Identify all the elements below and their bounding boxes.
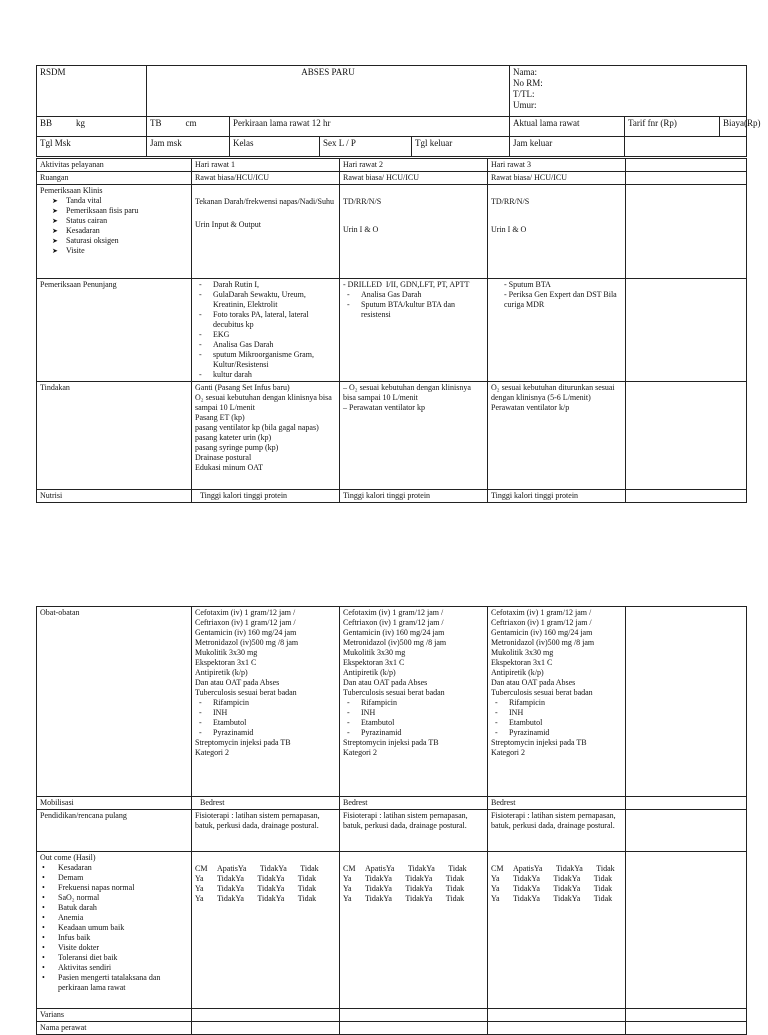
procedures-day-1: [192, 382, 340, 490]
outcome-label: Out come (Hasil): [40, 853, 96, 862]
yes-no-choice: [276, 894, 316, 904]
list-item: ➤ Pemeriksaan fisis paru: [52, 206, 188, 216]
yes-no-choice-option-a: Ya: [491, 874, 500, 883]
yes-no-choice-option-b: Tidak: [555, 864, 575, 873]
yes-no-choice-option-a: Ya: [533, 864, 543, 873]
clinical-exam-list: [40, 196, 188, 256]
urine-io-text: Urin I & O: [343, 225, 379, 234]
yes-no-choice-option-b: Tidak: [297, 894, 317, 903]
yes-no-choice-option-a: Ya: [423, 894, 433, 903]
nutrition-label: Nutrisi: [37, 490, 192, 503]
bb-field: BB kg: [37, 117, 147, 137]
drug-line: Mukolitik 3x30 mg: [343, 648, 406, 657]
discharge-date: Tgl keluar: [412, 137, 510, 157]
yes-no-choice: [195, 884, 235, 894]
room-day-2: Rawat biasa/ HCU/ICU: [340, 172, 488, 185]
mobilization-label: Mobilisasi: [37, 797, 192, 810]
actual-stay: Aktual lama rawat: [510, 117, 625, 137]
education-label: Pendidikan/rencana pulang: [37, 810, 192, 852]
yes-no-choice-option-b: Tidak: [257, 874, 276, 883]
yes-no-choice-option-a: Ya: [426, 864, 435, 873]
medication-label: Obat-obatan: [37, 607, 192, 797]
yes-no-choice-option-b: Tidak: [217, 884, 236, 893]
yes-no-choice: [491, 874, 531, 884]
outcome-day-2: [340, 852, 488, 1009]
consciousness-choice-option-b: Apatis: [513, 864, 534, 873]
yes-no-choice-option-a: Ya: [343, 884, 352, 893]
yes-no-choice-option-b: Tidak: [365, 884, 384, 893]
admission-time: Jam msk: [147, 137, 230, 157]
yes-no-choice-option-b: Tidak: [513, 884, 532, 893]
yes-no-choice-option-b: Tidak: [553, 894, 572, 903]
drug-line: Metronidazol (iv)500 mg /8 jam: [491, 638, 595, 647]
list-item: - Analisa Gas Darah: [343, 290, 484, 300]
yes-no-choice-option-a: Ya: [423, 884, 433, 893]
pathway-table-1: [36, 158, 747, 503]
yes-no-choice-option-b: Tidak: [257, 894, 276, 903]
yes-no-choice-option-a: Ya: [383, 874, 392, 883]
procedure-text: – Perawatan ventilator kp: [343, 403, 425, 412]
list-item: • SaO₂ normal: [40, 893, 188, 903]
yes-no-choice-option-b: Tidak: [593, 884, 613, 893]
variance-label: Varians: [37, 1009, 192, 1022]
list-item: - INH: [491, 708, 622, 718]
nurse-name-label: Nama perawat: [37, 1022, 192, 1035]
yes-no-choice: [424, 874, 464, 884]
drug-line: Gentamicin (iv) 160 mg/24 jam: [195, 628, 297, 637]
empty-cell: [626, 1009, 747, 1022]
yes-no-choice: [238, 864, 278, 874]
education-day-1: Fisioterapi : latihan sistem pernapasan, batuk, perkusi dada, drainage postural.: [192, 810, 340, 852]
consciousness-choice-option-a: CM: [195, 864, 208, 873]
yes-no-choice-option-a: Ya: [423, 874, 433, 883]
yes-no-choice: [531, 874, 571, 884]
yes-no-choice-option-a: Ya: [235, 884, 244, 893]
empty-cell: [488, 1009, 626, 1022]
empty-cell: [626, 185, 747, 279]
yes-no-choice-option-a: Ya: [275, 884, 285, 893]
outcome-list: [40, 863, 188, 993]
tb-field: TB cm: [147, 117, 230, 137]
list-item: - Darah Rutin I,: [195, 280, 336, 290]
list-item: • Demam: [40, 873, 188, 883]
procedures-day-3: [488, 382, 626, 490]
list-item: - Rifampicin: [491, 698, 622, 708]
procedure-text: Drainase postural: [195, 453, 252, 462]
drug-line: Dan atau OAT pada Abses: [343, 678, 428, 687]
empty-cell: [626, 159, 747, 172]
list-item: - Etambutol: [491, 718, 622, 728]
yes-no-choice: [424, 894, 464, 904]
clinical-exam-label: Pemeriksaan Klinis: [40, 186, 103, 195]
discharge-time: Jam keluar: [510, 137, 625, 157]
drug-line: Ceftriaxon (iv) 1 gram/12 jam /: [343, 618, 444, 627]
yes-no-choice: [195, 894, 235, 904]
urine-io-text: Urin Input & Output: [195, 220, 261, 229]
consciousness-choice-option-a: CM: [343, 864, 356, 873]
yes-no-choice-option-a: Ya: [278, 864, 287, 873]
support-exam-day-3: [488, 279, 626, 382]
yes-no-choice-option-a: Ya: [571, 874, 581, 883]
medication-day-3: [488, 607, 626, 797]
drug-line: Kategori 2: [195, 748, 229, 757]
oat-list: [491, 698, 622, 738]
list-item: - GulaDarah Sewaktu, Ureum, Kreatinin, Elektrolit: [195, 290, 336, 310]
drug-line: Dan atau OAT pada Abses: [195, 678, 280, 687]
mobilization-day-1: Bedrest: [192, 797, 340, 810]
consciousness-choice-option-b: Apatis: [217, 864, 238, 873]
sputum-text: - Sputum BTA: [504, 280, 551, 289]
drug-line: Metronidazol (iv)500 mg /8 jam: [343, 638, 447, 647]
yes-no-choice-option-a: Ya: [574, 864, 583, 873]
empty-cell: [340, 1022, 488, 1035]
yes-no-choice: [235, 884, 275, 894]
empty-cell: [626, 1022, 747, 1035]
list-item: - INH: [195, 708, 336, 718]
list-item: • Infus baik: [40, 933, 188, 943]
list-item: - Etambutol: [343, 718, 484, 728]
support-exam-label: Pemeriksaan Penunjang: [37, 279, 192, 382]
list-item: • Toleransi diet baik: [40, 953, 188, 963]
rsdm-label: RSDM: [37, 66, 147, 117]
header-table: [36, 65, 761, 157]
procedure-text: Edukasi minum OAT: [195, 463, 263, 472]
day-2-header: Hari rawat 2: [340, 159, 488, 172]
yes-no-choice-option-b: Tidak: [513, 874, 532, 883]
patient-identity: [510, 66, 747, 117]
list-item: • Anemia: [40, 913, 188, 923]
list-item: - Etambutol: [195, 718, 336, 728]
drug-line: Ceftriaxon (iv) 1 gram/12 jam /: [195, 618, 296, 627]
clinical-day-3: [488, 185, 626, 279]
yes-no-choice-option-a: Ya: [385, 864, 395, 873]
page-title: ABSES PARU: [147, 66, 510, 117]
education-day-3: Fisioterapi : latihan sistem pernapasan, batuk, perkusi dada, drainage postural.: [488, 810, 626, 852]
outcome-day-3: [488, 852, 626, 1009]
list-item: • Aktivitas sendiri: [40, 963, 188, 973]
empty-cell: [626, 279, 747, 382]
list-item: ➤ Visite: [52, 246, 188, 256]
procedure-text: O₂ sesuai kebutuhan diturunkan sesuai dengan klinisnya (5-6 L/menit): [491, 383, 617, 402]
empty-cell: [626, 810, 747, 852]
yes-no-choice-option-b: Tidak: [217, 874, 236, 883]
drug-line: Antipiretik (k/p): [195, 668, 248, 677]
drug-line: Ceftriaxon (iv) 1 gram/12 jam /: [491, 618, 592, 627]
yes-no-choice: [278, 864, 318, 874]
yes-no-choice-option-b: Tidak: [513, 894, 532, 903]
drug-line: Cefotaxim (iv) 1 gram/12 jam /: [195, 608, 296, 617]
empty-cell: [626, 607, 747, 797]
drug-line: Ekspektoran 3x1 C: [343, 658, 405, 667]
drug-line: Antipiretik (k/p): [343, 668, 396, 677]
room-day-3: Rawat biasa/ HCU/ICU: [488, 172, 626, 185]
yes-no-choice-option-b: Tidak: [257, 884, 276, 893]
drug-line: Cefotaxim (iv) 1 gram/12 jam /: [491, 608, 592, 617]
procedure-text: Perawatan ventilator k/p: [491, 403, 570, 412]
day-1-header: Hari rawat 1: [192, 159, 340, 172]
procedure-text: pasang syringe pump (kp): [195, 443, 279, 452]
list-item: - Pyrazinamid: [491, 728, 622, 738]
list-item: ➤ Tanda vital: [52, 196, 188, 206]
yes-no-choice-option-b: Tidak: [445, 874, 465, 883]
support-exam-list: [343, 290, 484, 320]
yes-no-choice: [531, 894, 571, 904]
tariff-field: Tarif fnr (Rp): [625, 117, 720, 137]
drug-line: Streptomycin injeksi pada TB: [343, 738, 439, 747]
activity-label: Aktivitas pelayanan: [37, 159, 192, 172]
yes-no-choice-option-b: Tidak: [593, 874, 613, 883]
consciousness-choice: [195, 864, 238, 874]
empty-cell: [192, 1022, 340, 1035]
support-exam-day-1: [192, 279, 340, 382]
yes-no-choice: [534, 864, 574, 874]
list-item: • Kesadaran: [40, 863, 188, 873]
empty-cell: [625, 137, 747, 157]
empty-cell: [626, 797, 747, 810]
procedure-text: pasang ventilator kp (bila gagal napas): [195, 423, 319, 432]
yes-no-choice: [491, 894, 531, 904]
yes-no-choice: [276, 884, 316, 894]
yes-no-choice-option-b: Tidak: [448, 864, 467, 873]
procedure-text: – O₂ sesuai kebutuhan dengan klinisnya bisa sampai 10 L/menit: [343, 383, 473, 402]
list-item: - Rifampicin: [343, 698, 484, 708]
yes-no-choice-option-b: Tidak: [297, 874, 317, 883]
list-item: - Pyrazinamid: [195, 728, 336, 738]
support-exam-list: [195, 280, 336, 380]
estimated-stay: Perkiraan lama rawat 12 hr: [230, 117, 510, 137]
patient-birth-field: T/TL:: [513, 89, 535, 99]
yes-no-choice-option-a: Ya: [195, 874, 204, 883]
drug-line: Gentamicin (iv) 160 mg/24 jam: [343, 628, 445, 637]
class-field: Kelas: [230, 137, 320, 157]
yes-no-choice-option-b: Tidak: [300, 864, 319, 873]
mobilization-day-2: Bedrest: [340, 797, 488, 810]
yes-no-choice: [574, 864, 614, 874]
clinical-day-1: [192, 185, 340, 279]
yes-no-choice-option-a: Ya: [195, 894, 204, 903]
drug-line: Tuberculosis sesuai berat badan: [343, 688, 445, 697]
drug-line: Kategori 2: [343, 748, 377, 757]
list-item: - kultur darah: [195, 370, 336, 380]
drug-line: Metronidazol (iv)500 mg /8 jam: [195, 638, 299, 647]
yes-no-choice: [386, 864, 426, 874]
yes-no-choice-option-b: Tidak: [407, 864, 427, 873]
nutrition-day-3: Tinggi kalori tinggi protein: [488, 490, 626, 503]
list-item: - Pyrazinamid: [343, 728, 484, 738]
yes-no-choice-option-a: Ya: [531, 894, 540, 903]
list-item: • Pasien mengerti tatalaksana dan perkiraan lama rawat: [40, 973, 188, 993]
yes-no-choice-option-b: Tidak: [405, 874, 424, 883]
day-3-header: Hari rawat 3: [488, 159, 626, 172]
gen-expert-text: - Periksa Gen Expert dan DST Bila curiga MDR: [504, 290, 619, 309]
empty-cell: [192, 1009, 340, 1022]
yes-no-choice-option-a: Ya: [571, 894, 581, 903]
room-label: Ruangan: [37, 172, 192, 185]
yes-no-choice: [276, 874, 316, 884]
drug-line: Streptomycin injeksi pada TB: [491, 738, 587, 747]
drug-line: Dan atau OAT pada Abses: [491, 678, 576, 687]
consciousness-choice: [343, 864, 386, 874]
vital-signs-text: TD/RR/N/S: [343, 197, 382, 206]
list-item: - Analisa Gas Darah: [195, 340, 336, 350]
list-item: - Foto toraks PA, lateral, lateral decubitus kp: [195, 310, 336, 330]
yes-no-choice-option-a: Ya: [275, 874, 285, 883]
drug-line: Tuberculosis sesuai berat badan: [195, 688, 297, 697]
list-item: • Batuk darah: [40, 903, 188, 913]
medication-day-2: [340, 607, 488, 797]
drug-line: Cefotaxim (iv) 1 gram/12 jam /: [343, 608, 444, 617]
yes-no-choice-option-b: Tidak: [297, 884, 317, 893]
yes-no-choice-option-a: Ya: [531, 874, 540, 883]
empty-cell: [626, 852, 747, 1009]
yes-no-choice-option-b: Tidak: [553, 874, 572, 883]
nutrition-day-2: Tinggi kalori tinggi protein: [340, 490, 488, 503]
drug-line: Antipiretik (k/p): [491, 668, 544, 677]
clinical-exam-cell: [37, 185, 192, 279]
empty-cell: [488, 1022, 626, 1035]
yes-no-choice-option-a: Ya: [531, 884, 540, 893]
list-item: ➤ Status cairan: [52, 216, 188, 226]
yes-no-choice: [426, 864, 466, 874]
yes-no-choice: [343, 874, 383, 884]
list-item: ➤ Kesadaran: [52, 226, 188, 236]
drug-line: Gentamicin (iv) 160 mg/24 jam: [491, 628, 593, 637]
list-item: - EKG: [195, 330, 336, 340]
yes-no-choice-option-b: Tidak: [217, 894, 236, 903]
mobilization-day-3: Bedrest: [488, 797, 626, 810]
yes-no-choice: [343, 884, 383, 894]
empty-cell: [626, 172, 747, 185]
procedure-text: Pasang ET (kp): [195, 413, 245, 422]
empty-cell: [626, 490, 747, 503]
consciousness-choice-option-a: CM: [491, 864, 504, 873]
nutrition-day-1: Tinggi kalori tinggi protein: [192, 490, 340, 503]
procedure-text: Ganti (Pasang Set Infus baru): [195, 383, 290, 392]
oat-list: [195, 698, 336, 738]
drug-line: Kategori 2: [491, 748, 525, 757]
yes-no-choice-option-a: Ya: [491, 894, 500, 903]
list-item: • Visite dokter: [40, 943, 188, 953]
yes-no-choice-option-a: Ya: [383, 894, 392, 903]
support-exam-day-2: [340, 279, 488, 382]
list-item: • Frekuensi napas normal: [40, 883, 188, 893]
yes-no-choice-option-b: Tidak: [259, 864, 279, 873]
consciousness-choice: [491, 864, 534, 874]
drug-line: Mukolitik 3x30 mg: [195, 648, 258, 657]
yes-no-choice-option-a: Ya: [237, 864, 247, 873]
procedure-text: O₂ sesuai kebutuhan dengan klinisnya bisa sampai 10 L/menit: [195, 393, 334, 412]
urine-io-text: Urin I & O: [491, 225, 527, 234]
yes-no-choice-option-b: Tidak: [593, 894, 613, 903]
drug-line: Tuberculosis sesuai berat badan: [491, 688, 593, 697]
admission-date: Tgl Msk: [37, 137, 147, 157]
yes-no-choice: [195, 874, 235, 884]
drug-line: Ekspektoran 3x1 C: [195, 658, 257, 667]
outcome-cell: [37, 852, 192, 1009]
yes-no-choice: [235, 874, 275, 884]
vital-signs-text: Tekanan Darah/frekwensi napas/Nadi/Suhu: [195, 197, 334, 206]
yes-no-choice-option-a: Ya: [235, 894, 244, 903]
sex-field: Sex L / P: [320, 137, 412, 157]
yes-no-choice-option-b: Tidak: [553, 884, 572, 893]
yes-no-choice-option-a: Ya: [235, 874, 244, 883]
medication-day-1: [192, 607, 340, 797]
yes-no-choice: [572, 894, 612, 904]
vital-signs-text: TD/RR/N/S: [491, 197, 530, 206]
oat-list: [343, 698, 484, 738]
yes-no-choice-option-b: Tidak: [596, 864, 615, 873]
list-item: - Sputum BTA/kultur BTA dan resistensi: [343, 300, 484, 320]
drug-line: Streptomycin injeksi pada TB: [195, 738, 291, 747]
lab-panel-text: - DRILLED I/II, GDN,LFT, PT, APTT: [343, 280, 470, 289]
yes-no-choice-option-a: Ya: [195, 884, 204, 893]
clinical-day-2: [340, 185, 488, 279]
yes-no-choice-option-a: Ya: [343, 894, 352, 903]
yes-no-choice-option-a: Ya: [571, 884, 581, 893]
outcome-day-1: [192, 852, 340, 1009]
yes-no-choice-option-a: Ya: [275, 894, 285, 903]
procedures-label: Tindakan: [37, 382, 192, 490]
yes-no-choice-option-b: Tidak: [405, 884, 424, 893]
patient-name-field: Nama:: [513, 67, 538, 77]
patient-rm-field: No RM:: [513, 78, 543, 88]
yes-no-choice-option-b: Tidak: [365, 894, 384, 903]
yes-no-choice: [235, 894, 275, 904]
yes-no-choice: [383, 884, 423, 894]
empty-cell: [626, 382, 747, 490]
yes-no-choice: [491, 884, 531, 894]
yes-no-choice-option-a: Ya: [343, 874, 352, 883]
drug-line: Mukolitik 3x30 mg: [491, 648, 554, 657]
list-item: • Keadaan umum baik: [40, 923, 188, 933]
consciousness-choice-option-b: Apatis: [365, 864, 386, 873]
pathway-table-2: [36, 606, 747, 1035]
list-item: - Rifampicin: [195, 698, 336, 708]
cost-field: Biaya(Rp): [720, 117, 747, 137]
drug-line: Ekspektoran 3x1 C: [491, 658, 553, 667]
yes-no-choice: [383, 874, 423, 884]
yes-no-choice: [343, 894, 383, 904]
yes-no-choice-option-a: Ya: [491, 884, 500, 893]
yes-no-choice: [572, 884, 612, 894]
yes-no-choice-option-b: Tidak: [445, 894, 465, 903]
yes-no-choice: [531, 884, 571, 894]
yes-no-choice-option-b: Tidak: [405, 894, 424, 903]
education-day-2: Fisioterapi : latihan sistem pernapasan, batuk, perkusi dada, drainage postural.: [340, 810, 488, 852]
yes-no-choice: [383, 894, 423, 904]
list-item: - INH: [343, 708, 484, 718]
procedures-day-2: [340, 382, 488, 490]
room-day-1: Rawat biasa/HCU/ICU: [192, 172, 340, 185]
yes-no-choice-option-b: Tidak: [365, 874, 384, 883]
yes-no-choice-option-b: Tidak: [445, 884, 465, 893]
yes-no-choice: [572, 874, 612, 884]
yes-no-choice: [424, 884, 464, 894]
list-item: - sputum Mikroorganisme Gram, Kultur/Resistensi: [195, 350, 336, 370]
list-item: ➤ Saturasi oksigen: [52, 236, 188, 246]
empty-cell: [340, 1009, 488, 1022]
yes-no-choice-option-a: Ya: [383, 884, 392, 893]
patient-age-field: Umur:: [513, 100, 537, 110]
procedure-text: pasang kateter urin (kp): [195, 433, 272, 442]
